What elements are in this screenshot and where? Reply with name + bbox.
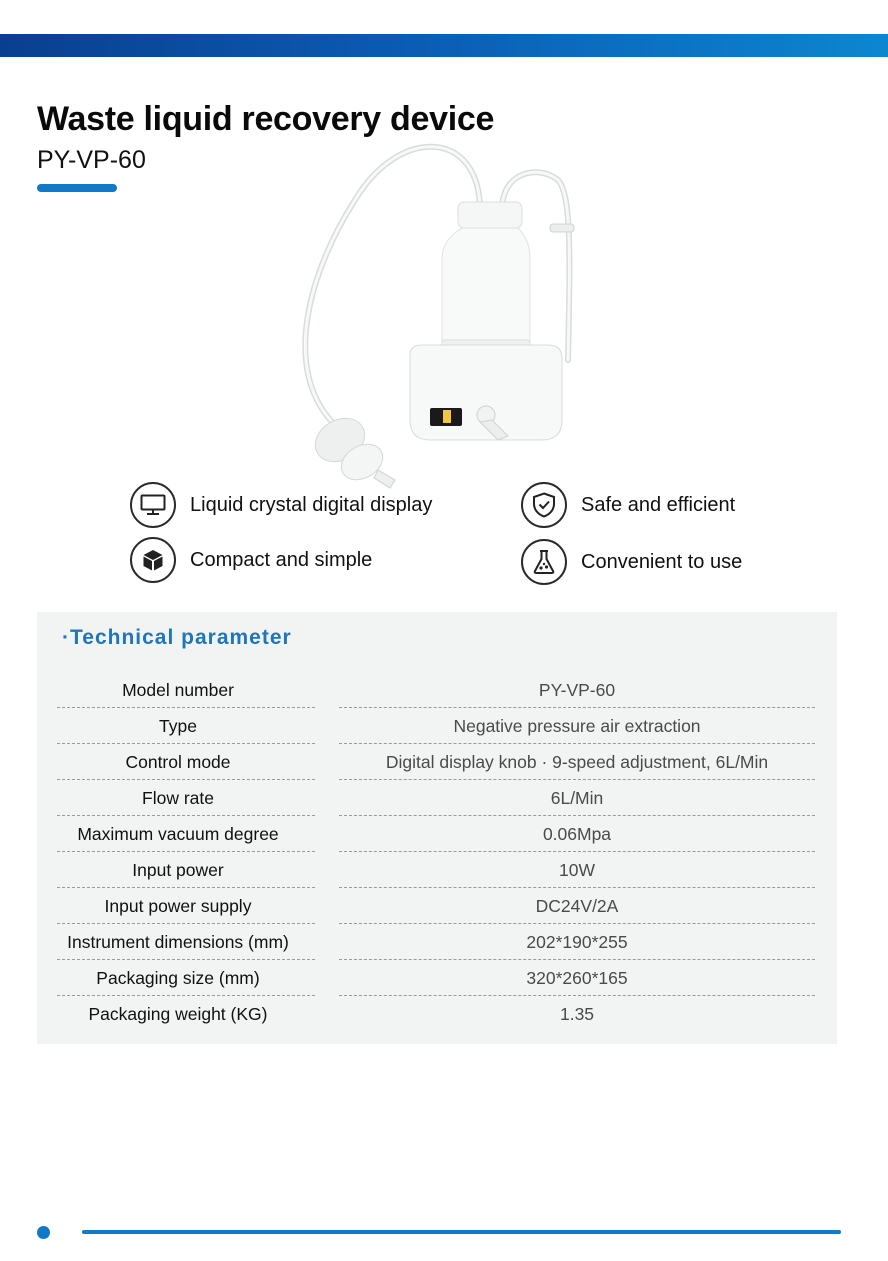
monitor-icon	[130, 482, 176, 528]
param-key: Packaging weight (KG)	[88, 1004, 268, 1024]
param-value: Digital display knob · 9-speed adjustment, 6L/Min	[385, 752, 769, 772]
feature-compact-simple	[130, 537, 372, 583]
param-key: Instrument dimensions (mm)	[67, 932, 289, 952]
flask-icon	[521, 539, 567, 585]
page-title: Waste liquid recovery device	[37, 100, 495, 138]
table-row	[37, 960, 837, 996]
param-key: Type	[159, 716, 197, 736]
param-key: Input power	[132, 860, 224, 880]
param-key: Packaging size (mm)	[96, 968, 260, 988]
table-row	[37, 744, 837, 780]
shield-check-icon	[521, 482, 567, 528]
footer-dot	[37, 1226, 50, 1239]
param-key: Input power supply	[104, 896, 252, 916]
table-row	[37, 816, 837, 852]
param-key: Maximum vacuum degree	[77, 824, 279, 844]
table-row	[37, 888, 837, 924]
param-key: Flow rate	[142, 788, 214, 808]
table-row	[37, 780, 837, 816]
param-value: 6L/Min	[550, 788, 604, 808]
feature-label: Compact and simple	[190, 548, 373, 571]
param-value: 1.35	[559, 1004, 595, 1024]
table-row	[37, 672, 837, 708]
table-row	[37, 996, 837, 1032]
footer-line	[82, 1230, 841, 1234]
cube-icon	[130, 537, 176, 583]
feature-convenient	[521, 539, 742, 585]
param-value: 320*260*165	[526, 968, 628, 988]
feature-label: Liquid crystal digital display	[190, 493, 433, 516]
model-subtitle: PY-VP-60	[37, 146, 146, 174]
feature-lcd-display	[130, 482, 432, 528]
param-key: Control mode	[125, 752, 231, 772]
feature-safe-efficient	[521, 482, 735, 528]
param-value: 202*190*255	[526, 932, 628, 952]
table-row	[37, 708, 837, 744]
param-value: Negative pressure air extraction	[453, 716, 701, 736]
feature-label: Convenient to use	[581, 550, 743, 573]
param-value: 0.06Mpa	[542, 824, 612, 844]
feature-label: Safe and efficient	[581, 493, 736, 516]
param-value: PY-VP-60	[538, 680, 616, 700]
param-value: 10W	[559, 860, 595, 880]
param-value: DC24V/2A	[535, 896, 619, 916]
top-banner	[0, 34, 888, 57]
parameter-section-title: ·Technical parameter	[62, 626, 292, 649]
table-row	[37, 924, 837, 960]
product-image	[280, 140, 600, 490]
table-row	[37, 852, 837, 888]
param-key: Model number	[122, 680, 234, 700]
title-accent-line	[37, 184, 117, 192]
